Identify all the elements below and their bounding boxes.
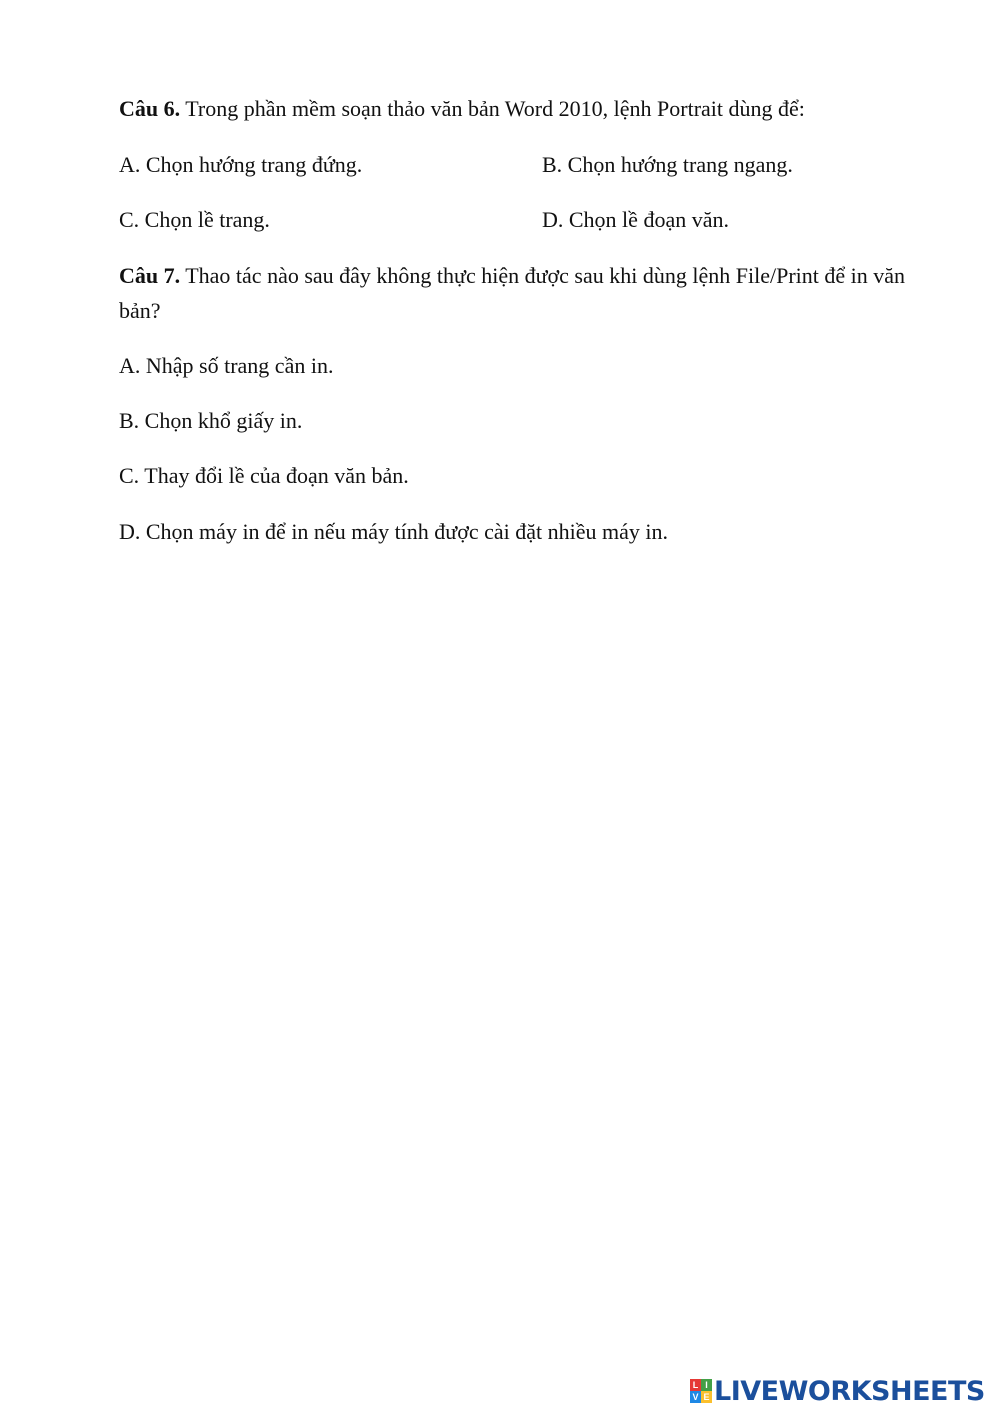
logo-mark-letter: E [701, 1391, 712, 1403]
question-7 [119, 258, 939, 328]
question-6-option-c: C. Chọn lề trang. [119, 207, 270, 232]
question-7-label: Câu 7. [119, 263, 181, 288]
logo-wordmark: LIVEWORKSHEETS [714, 1375, 985, 1407]
question-6-option-a: A. Chọn hướng trang đứng. [119, 152, 363, 177]
question-7-option-a: A. Nhập số trang cần in. [119, 353, 334, 378]
liveworksheets-logo [690, 1374, 985, 1408]
logo-mark-letter: V [690, 1391, 701, 1403]
question-6-option-d: D. Chọn lề đoạn văn. [542, 207, 729, 232]
logo-mark-letter: L [690, 1379, 701, 1391]
question-6-option-b: B. Chọn hướng trang ngang. [542, 152, 793, 177]
question-6 [119, 92, 805, 126]
question-7-option-c: C. Thay đổi lề của đoạn văn bản. [119, 463, 409, 488]
question-7-text: Thao tác nào sau đây không thực hiện được sau khi dùng lệnh File/Print để in văn bản? [119, 263, 906, 323]
logo-mark-icon [690, 1379, 712, 1403]
question-7-option-d: D. Chọn máy in để in nếu máy tính được cài đặt nhiều máy in. [119, 519, 669, 544]
question-6-text: Trong phần mềm soạn thảo văn bản Word 2010, lệnh Portrait dùng để: [180, 96, 805, 121]
question-6-label: Câu 6. [119, 96, 181, 121]
question-7-option-b: B. Chọn khổ giấy in. [119, 408, 303, 433]
logo-mark-letter: I [701, 1379, 712, 1391]
